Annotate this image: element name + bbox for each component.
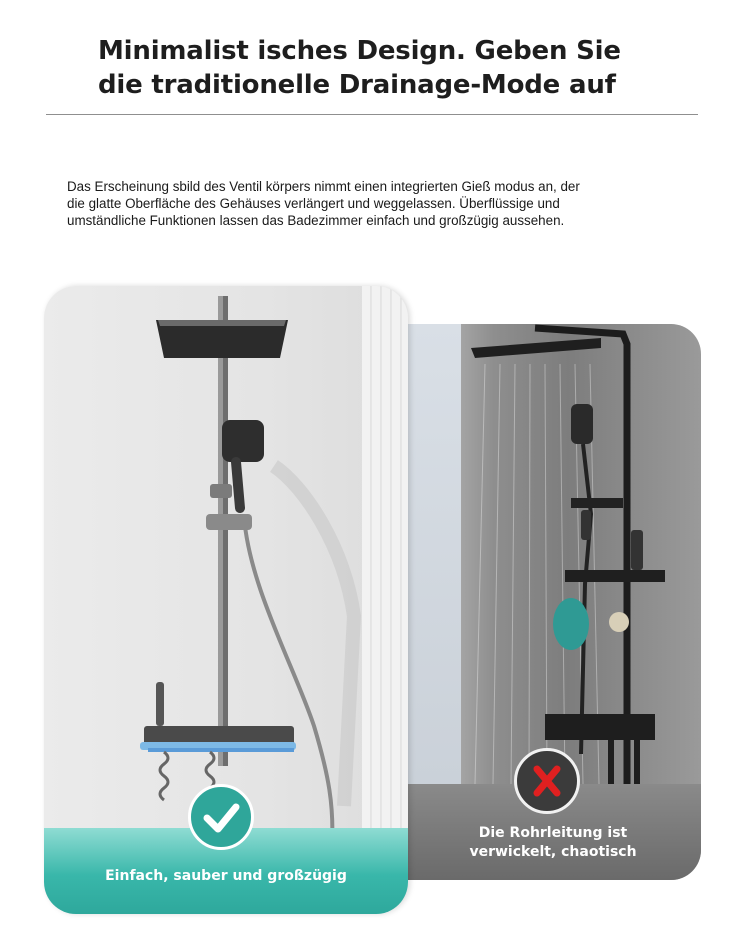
divider xyxy=(46,114,698,115)
description-line-1: Das Erscheinung sbild des Ventil körpers nimmt einen integrierten Gieß modus an, der xyxy=(67,179,580,194)
good-example-card xyxy=(44,286,408,914)
check-icon xyxy=(191,787,251,847)
bad-caption-line-2: verwickelt, chaotisch xyxy=(469,844,637,860)
bad-caption-line-1: Die Rohrleitung ist xyxy=(478,825,628,841)
check-badge xyxy=(188,784,254,850)
description-line-2: die glatte Oberfläche des Gehäuses verlängert und weggelassen. Überflüssige und xyxy=(67,196,560,211)
x-badge xyxy=(514,748,580,814)
headline-line-2: die traditionelle Drainage-Mode auf xyxy=(98,70,616,100)
description-line-3: umständliche Funktionen lassen das Badezimmer einfach und großzügig aussehen. xyxy=(67,213,565,228)
x-icon xyxy=(517,751,577,811)
headline-line-1: Minimalist isches Design. Geben Sie xyxy=(98,36,621,66)
bad-example-card xyxy=(405,324,701,880)
bad-example-caption xyxy=(405,824,701,862)
headline xyxy=(98,34,698,102)
description xyxy=(67,178,707,229)
good-example-caption: Einfach, sauber und großzügig xyxy=(105,868,347,884)
